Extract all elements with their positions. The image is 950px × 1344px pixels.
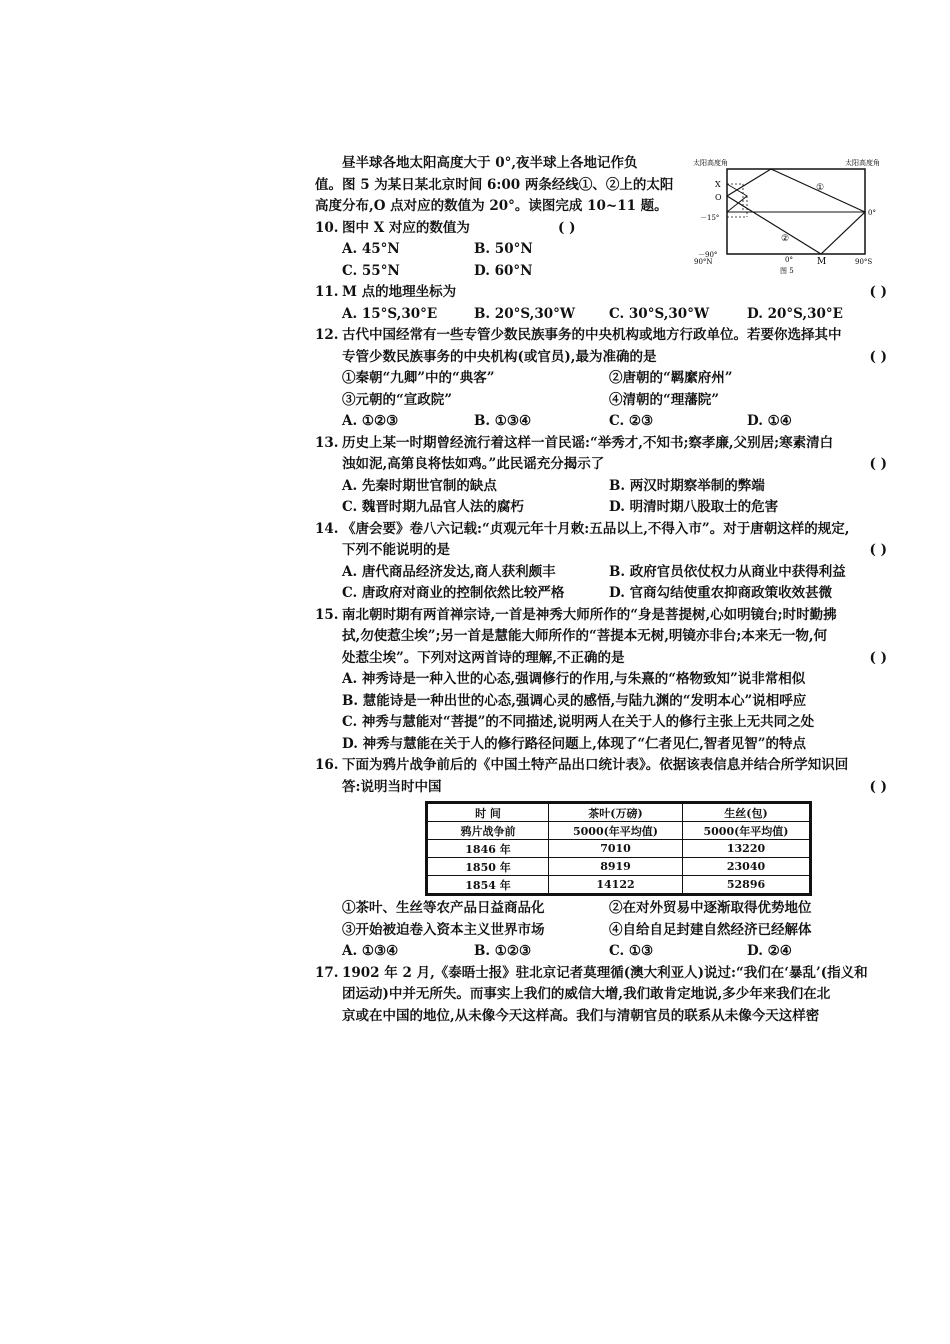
curve-2-label: ② — [781, 234, 790, 244]
header-silk: 生丝(包) — [683, 803, 811, 822]
item-3: ③开始被迫卷入资本主义世界市场 — [342, 921, 545, 938]
q16-items-row-1 — [315, 898, 887, 920]
cell-tea: 7010 — [549, 840, 683, 858]
option-b: B. 政府官员依仗权力从商业中获得利益 — [609, 563, 846, 580]
cell-silk: 23040 — [683, 858, 811, 876]
option-d: D. 神秀与慧能在关于人的修行路径问题上,体现了“仁者见仁,智者见智”的特点 — [342, 735, 807, 752]
option-c: C. 唐政府对商业的控制依然比较严格 — [342, 585, 565, 601]
option-d: D. 官商勾结使重农抑商政策收效甚微 — [609, 585, 833, 601]
cell-tea: 14122 — [549, 876, 683, 895]
option-b: B. 50°N — [474, 241, 533, 257]
answer-paren: ( ) — [869, 348, 887, 365]
q14-options-row-2 — [315, 583, 887, 605]
item-2: ②唐朝的“羁縻府州” — [609, 370, 733, 386]
item-1: ①秦朝“九卿”中的“典客” — [342, 370, 495, 386]
table-row — [427, 822, 811, 840]
option-c: C. 55°N — [342, 262, 400, 279]
option-d: D. 明清时期八股取士的危害 — [609, 499, 779, 515]
question-number: 11. — [315, 284, 339, 300]
option-c: C. ②③ — [609, 413, 654, 429]
label-x: X — [715, 180, 721, 189]
question-number: 10. — [315, 219, 339, 236]
q12-items-row-2 — [315, 390, 887, 412]
question-11 — [315, 282, 887, 304]
question-10 — [315, 218, 660, 240]
cell-time: 鸦片战争前 — [427, 822, 549, 840]
cell-time: 1854 年 — [427, 876, 549, 895]
question-text: 处惹尘埃”。下列对这两首诗的理解,不正确的是 — [342, 649, 625, 666]
question-text: 1902 年 2 月,《泰晤士报》驻北京记者莫理循(澳大利亚人)说过:“我们在‘暴乱’(指义和 — [342, 964, 868, 981]
q16-options — [315, 941, 887, 963]
figure-caption: 图 5 — [780, 267, 794, 274]
question-13-line-2 — [315, 454, 887, 476]
bottom-right-label: 90°S — [855, 258, 873, 266]
question-14 — [315, 519, 887, 541]
question-text: 下面为鸦片战争前后的《中国土特产品出口统计表》。依据该表信息并结合所学知识回 — [342, 757, 849, 773]
question-number: 13. — [315, 434, 339, 451]
option-b: B. ①③④ — [474, 413, 532, 429]
q13-options-row-1 — [315, 476, 887, 498]
curve-1-label: ① — [816, 183, 825, 193]
intro-line-3: 高度分布,O 点对应的数值为 20°。读图完成 10~11 题。 — [315, 198, 668, 214]
header-time: 时 间 — [427, 803, 549, 822]
cell-time: 1846 年 — [427, 840, 549, 858]
option-d: D. 60°N — [474, 262, 533, 279]
option-b: B. 慧能诗是一种出世的心态,强调心灵的感悟,与陆九渊的“发明本心”说相呼应 — [342, 692, 807, 709]
export-statistics-table — [425, 801, 812, 896]
answer-paren: ( ) — [869, 284, 887, 300]
label-minus15: －15° — [700, 214, 720, 222]
option-c: C. 神秀与慧能对“菩提”的不同描述,说明两人在关于人的修行主张上无共同之处 — [342, 714, 815, 730]
label-o: O — [715, 193, 722, 202]
option-a: A. 先秦时期世官制的缺点 — [342, 477, 497, 494]
option-c: C. ①③ — [609, 943, 654, 959]
option-c: C. 30°S,30°W — [609, 305, 710, 322]
option-a: A. 唐代商品经济发达,商人获利颇丰 — [342, 563, 556, 580]
question-text: 下列不能说明的是 — [342, 542, 450, 558]
right-axis-title: 太阳高度角 — [845, 159, 880, 167]
intro-line-1: 昼半球各地太阳高度大于 0°,夜半球上各地记作负 — [342, 155, 638, 171]
question-text: 专管少数民族事务的中央机构(或官员),最为准确的是 — [342, 348, 657, 365]
q12-items-row-1 — [315, 368, 887, 390]
option-b: B. 两汉时期察举制的弊端 — [609, 477, 765, 494]
header-tea: 茶叶(万磅) — [549, 803, 683, 822]
option-a: A. 神秀诗是一种入世的心态,强调修行的作用,与朱熹的“格物致知”说非常相似 — [342, 671, 806, 687]
question-17-line-2: 团运动)中并无所失。而事实上我们的威信大增,我们敢肯定地说,多少年来我们在北 — [342, 986, 831, 1002]
question-number: 16. — [315, 757, 339, 773]
question-15 — [315, 605, 887, 627]
answer-paren: ( ) — [869, 456, 887, 472]
question-text: 浊如泥,高第良将怯如鸡。”此民谣充分揭示了 — [342, 456, 605, 472]
cell-time: 1850 年 — [427, 858, 549, 876]
answer-paren: ( ) — [558, 219, 576, 236]
cell-silk: 5000(年平均值) — [683, 822, 811, 840]
label-minus90: －90° — [698, 251, 718, 259]
question-17-line-3: 京或在中国的地位,从未像今天这样高。我们与清朝官员的联系从未像今天这样密 — [342, 1007, 820, 1024]
question-text: 图中 X 对应的数值为 — [342, 219, 470, 236]
question-17 — [315, 963, 887, 985]
answer-paren: ( ) — [869, 649, 887, 666]
table-row — [427, 858, 811, 876]
question-number: 14. — [315, 520, 339, 537]
q16-items-row-2 — [315, 920, 887, 942]
item-3: ③元朝的“宣政院” — [342, 391, 453, 408]
option-a: A. ①③④ — [342, 943, 399, 959]
item-4: ④自给自足封建自然经济已经解体 — [609, 921, 812, 938]
question-14-line-2 — [315, 540, 887, 562]
item-2: ②在对外贸易中逐渐取得优势地位 — [609, 900, 812, 916]
answer-paren: ( ) — [869, 542, 887, 558]
question-text: 答:说明当时中国 — [342, 778, 442, 795]
cell-silk: 52896 — [683, 876, 811, 895]
option-b: B. ①②③ — [474, 943, 532, 959]
option-a: A. 45°N — [342, 241, 400, 257]
question-15-line-2: 拭,勿使惹尘埃”;另一首是慧能大师所作的“菩提本无树,明镜亦非台;本来无一物,何 — [342, 628, 828, 644]
point-m-label: M — [817, 257, 827, 267]
cell-tea: 8919 — [549, 858, 683, 876]
question-16-line-2 — [315, 777, 887, 799]
figure-5-sun-altitude-diagram — [685, 156, 885, 274]
question-number: 15. — [315, 606, 339, 623]
question-text: M 点的地理坐标为 — [342, 284, 457, 300]
item-4: ④清朝的“理藩院” — [609, 391, 720, 408]
item-1: ①茶叶、生丝等农产品日益商品化 — [342, 900, 545, 916]
question-text: 南北朝时期有两首禅宗诗,一首是神秀大师所作的“身是菩提树,心如明镜台;时时勤拂 — [342, 606, 837, 623]
question-text: 《唐会要》卷八六记载:“贞观元年十月敕:五品以上,不得入市”。对于唐朝这样的规定, — [342, 520, 850, 537]
option-d: D. ②④ — [747, 943, 792, 959]
question-16 — [315, 755, 887, 777]
option-c: C. 魏晋时期九品官人法的腐朽 — [342, 499, 524, 515]
intro-line-2: 值。图 5 为某日某北京时间 6:00 两条经线①、②上的太阳 — [315, 176, 674, 193]
table-row — [427, 876, 811, 895]
answer-paren: ( ) — [869, 778, 887, 795]
question-12-line-2 — [315, 347, 887, 369]
question-12 — [315, 325, 887, 347]
q14-options-row-1 — [315, 562, 887, 584]
option-b: B. 20°S,30°W — [474, 305, 576, 322]
option-a: A. ①②③ — [342, 413, 399, 429]
option-a: A. 15°S,30°E — [342, 305, 438, 322]
option-d: D. 20°S,30°E — [747, 305, 843, 322]
table-header-row — [427, 803, 811, 822]
cell-tea: 5000(年平均值) — [549, 822, 683, 840]
question-text: 古代中国经常有一些专管少数民族事务的中央机构或地方行政单位。若要你选择其中 — [342, 327, 842, 343]
bottom-left-label: 90°N — [694, 258, 713, 266]
question-13 — [315, 433, 887, 455]
label-zero-right: 0° — [868, 209, 876, 217]
option-d: D. ①④ — [747, 413, 792, 429]
question-number: 17. — [315, 964, 339, 981]
question-15-line-3 — [315, 648, 887, 670]
table-row — [427, 840, 811, 858]
bottom-zero-label: 0° — [785, 256, 793, 264]
q13-options-row-2 — [315, 497, 887, 519]
cell-silk: 13220 — [683, 840, 811, 858]
q11-options — [315, 304, 887, 326]
question-text: 历史上某一时期曾经流行着这样一首民谣:“举秀才,不知书;察孝廉,父别居;寒素清白 — [342, 434, 834, 451]
left-axis-title: 太阳高度角 — [693, 159, 728, 167]
q12-options — [315, 411, 887, 433]
question-number: 12. — [315, 327, 339, 343]
